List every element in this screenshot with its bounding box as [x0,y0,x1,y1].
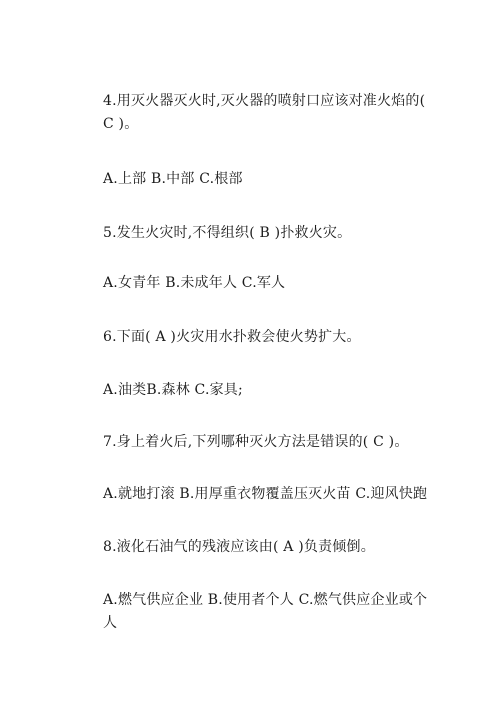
question-7: 7.身上着火后,下列哪种灭火方法是错误的( C )。 [103,434,409,450]
question-4-options: A.上部 B.中部 C.根部 [103,171,243,187]
question-4: 4.用灭火器灭火时,灭火器的喷射口应该对准火焰的( C )。 [103,93,426,132]
question-8-options: A.燃气供应企业 B.使用者个人 C.燃气供应企业或个人 [103,592,428,631]
question-6: 6.下面( A )火灾用水扑救会使火势扩大。 [103,329,361,345]
question-8: 8.液化石油气的残液应该由( A )负责倾倒。 [103,539,375,555]
question-5: 5.发生火灾时,不得组织( B )扑救火灾。 [103,225,352,241]
question-7-options: A.就地打滚 B.用厚重衣物覆盖压灭火苗 C.迎风快跑 [103,486,428,502]
question-6-options: A.油类B.森林 C.家具; [103,382,243,398]
question-5-options: A.女青年 B.未成年人 C.军人 [103,275,286,291]
